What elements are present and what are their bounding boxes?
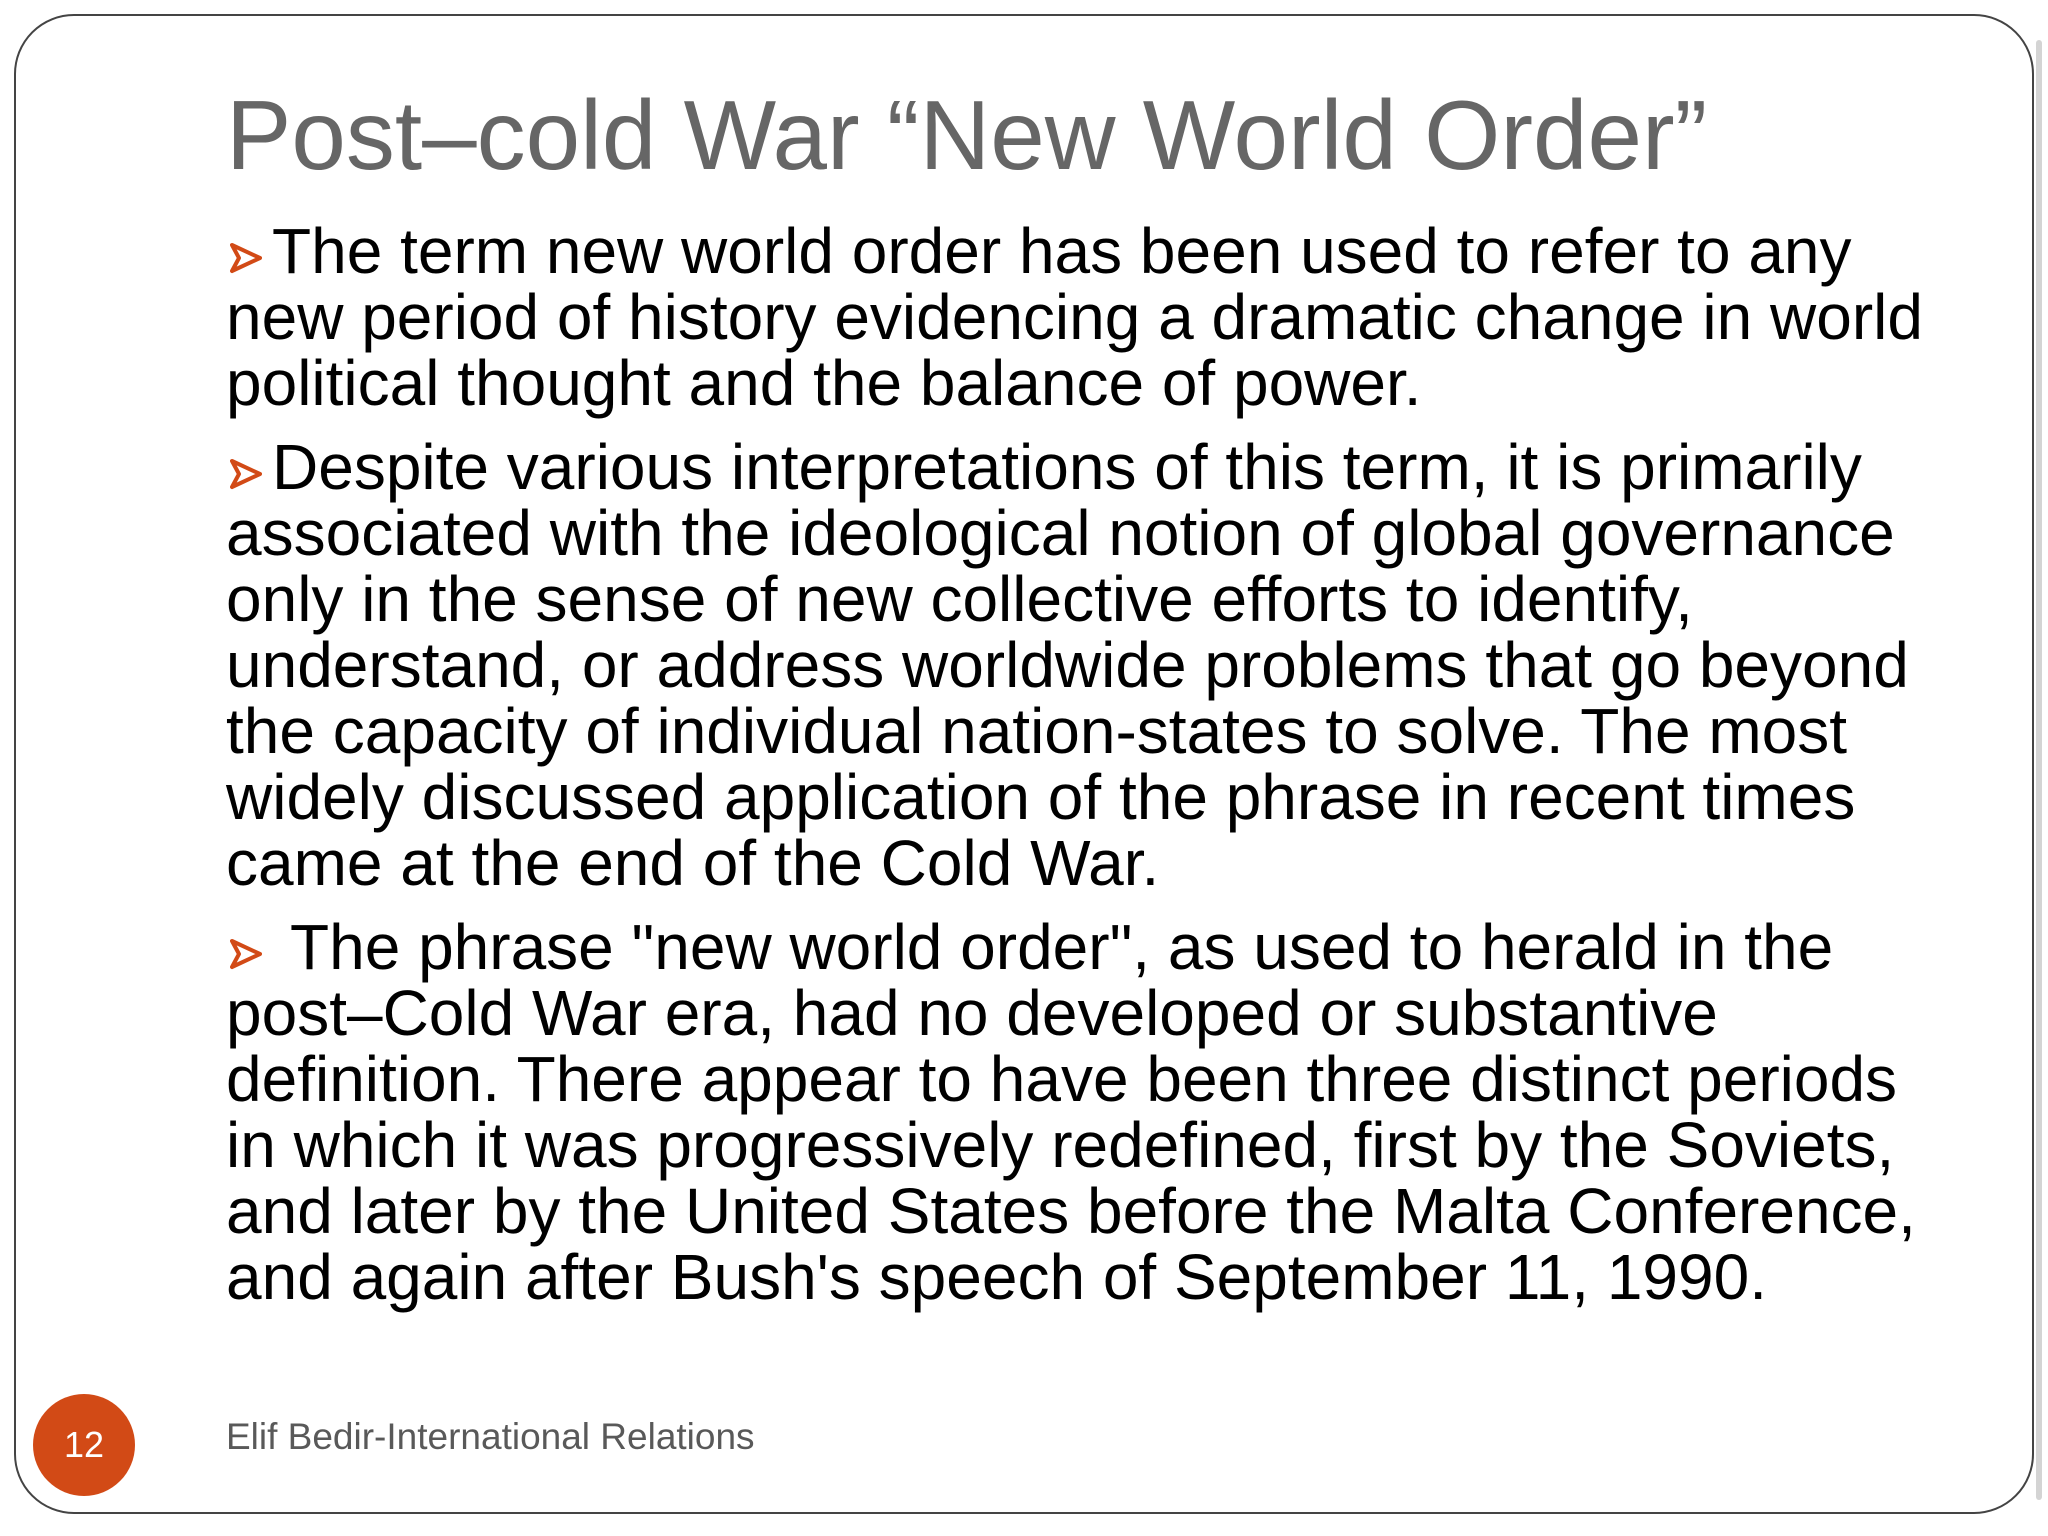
page-number-badge: 12: [33, 1394, 135, 1496]
slide-content: [226, 215, 1946, 1328]
arrow-bullet-icon: [226, 914, 290, 980]
bullet-item: [226, 431, 1946, 899]
slide-title: Post–cold War “New World Order”: [226, 80, 1708, 190]
bullet-text: Despite various interpretations of this term, it is primarily associated with the ideological notion of global governance only in the sense of new collective efforts to identify, understand, or address worldwide problems that go beyond the capacity of individual nation-states to solve. The most widely discussed application of the phrase in recent times came at the end of the Cold War.: [226, 431, 1909, 899]
footer-text: Elif Bedir-International Relations: [226, 1416, 755, 1457]
bullet-text: The term new world order has been used to refer to any new period of history evidencing a dramatic change in world political thought and the balance of power.: [226, 215, 1923, 419]
arrow-bullet-icon: [226, 434, 272, 500]
arrow-bullet-icon: [226, 218, 272, 284]
bullet-text: The phrase "new world order", as used to herald in the post–Cold War era, had no developed or substantive definition. There appear to have been three distinct periods in which it was progressively redefined, first by the Soviets, and later by the United States before the Malta Conference, and again after Bush's speech of September 11, 1990.: [226, 911, 1916, 1313]
bullet-item: [226, 911, 1946, 1313]
bullet-item: [226, 215, 1946, 419]
frame-shadow: [2036, 40, 2042, 1500]
